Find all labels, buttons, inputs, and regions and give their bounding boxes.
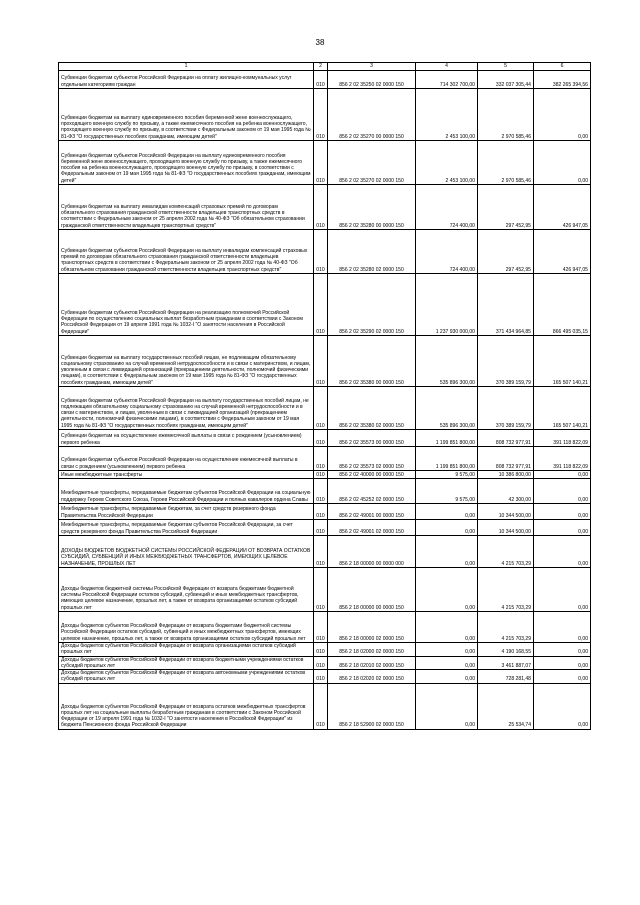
row-remaining-amount: 165 507 140,21 [534, 336, 591, 387]
row-line-code: 010 [314, 89, 328, 141]
row-planned-amount: 535 896 300,00 [416, 336, 478, 387]
row-description: Межбюджетные трансферты, передаваемые бюджетам субъектов Российской Федерации на социальную поддержку Героев Советского Союза, Героев Российской Федерации и полных кавалеров ордена Славы [59, 479, 314, 504]
row-budget-code: 856 2 02 35280 02 0000 150 [328, 230, 416, 274]
row-description: Доходы бюджетов субъектов Российской Федерации от возврата бюджетными учреждениями остатков субсидий прошлых лет [59, 656, 314, 670]
row-executed-amount: 370 389 159,79 [478, 336, 534, 387]
row-executed-amount: 3 461 887,07 [478, 656, 534, 670]
row-planned-amount: 0,00 [416, 612, 478, 643]
row-budget-code: 856 2 02 45252 02 0000 150 [328, 479, 416, 504]
row-description: Субвенции бюджетам на выплату инвалидам компенсаций страховых премий по договорам обязательного страхования гражданской ответственности владельцев транспортных средств в соответствии с Федеральным законом от 25 апреля 2002 года № 40-ФЗ "Об обязательном страховании гражданской ответственности владельцев транспортных средств" [59, 185, 314, 230]
row-planned-amount: 9 575,00 [416, 479, 478, 504]
row-line-code: 010 [314, 274, 328, 336]
table-row [59, 471, 591, 479]
row-line-code: 010 [314, 336, 328, 387]
row-line-code: 010 [314, 656, 328, 670]
row-line-code: 010 [314, 71, 328, 89]
row-line-code: 010 [314, 643, 328, 657]
row-planned-amount: 724 400,00 [416, 230, 478, 274]
row-executed-amount: 371 434 964,85 [478, 274, 534, 336]
row-line-code: 010 [314, 447, 328, 471]
page-number: 38 [315, 38, 325, 47]
row-budget-code: 856 2 02 35380 00 0000 150 [328, 336, 416, 387]
column-header: 5 [478, 63, 534, 71]
row-budget-code: 856 2 18 00000 00 0000 150 [328, 568, 416, 612]
row-line-code: 010 [314, 504, 328, 520]
row-remaining-amount: 0,00 [534, 479, 591, 504]
row-planned-amount: 0,00 [416, 683, 478, 729]
row-description: ДОХОДЫ БЮДЖЕТОВ БЮДЖЕТНОЙ СИСТЕМЫ РОССИЙСКОЙ ФЕДЕРАЦИИ ОТ ВОЗВРАТА ОСТАТКОВ СУБСИДИЙ, СУБВЕНЦИЙ И ИНЫХ МЕЖБЮДЖЕТНЫХ ТРАНСФЕРТОВ, ИМЕЮЩИХ ЦЕЛЕВОЕ НАЗНАЧЕНИЕ, ПРОШЛЫХ ЛЕТ [59, 536, 314, 568]
row-planned-amount: 0,00 [416, 643, 478, 657]
table-row [59, 336, 591, 387]
row-description: Доходы бюджетов субъектов Российской Федерации от возврата остатков межбюджетных трансфертов прошлых лет на социальные выплаты безработным гражданам в соответствии с Законом Российской Федерации от 19 апреля 1991 года № 1032-I "О занятости населения в Российской Федерации" из бюджета Пенсионного фонда Российской Федерации [59, 683, 314, 729]
row-remaining-amount: 0,00 [534, 504, 591, 520]
row-planned-amount: 724 400,00 [416, 185, 478, 230]
row-budget-code: 856 2 18 02010 02 0000 150 [328, 656, 416, 670]
table-row [59, 568, 591, 612]
row-remaining-amount: 165 507 140,21 [534, 387, 591, 430]
row-budget-code: 856 2 18 02020 02 0000 150 [328, 670, 416, 684]
row-budget-code: 856 2 02 40000 00 0000 150 [328, 471, 416, 479]
row-planned-amount: 1 199 851 800,00 [416, 447, 478, 471]
row-description: Доходы бюджетов субъектов Российской Федерации от возврата бюджетами бюджетной системы Российской Федерации остатков субсидий, субвенций и иных межбюджетных трансфертов, имеющих целевое назначение, прошлых лет, а также от возврата организациями остатков субсидий прошлых лет [59, 612, 314, 643]
row-remaining-amount: 0,00 [534, 471, 591, 479]
row-description: Доходы бюджетов субъектов Российской Федерации от возврата автономными учреждениями остатков субсидий прошлых лет [59, 670, 314, 684]
row-planned-amount: 2 453 100,00 [416, 89, 478, 141]
row-remaining-amount: 391 118 822,09 [534, 447, 591, 471]
row-executed-amount: 2 970 585,46 [478, 89, 534, 141]
row-planned-amount: 0,00 [416, 536, 478, 568]
row-remaining-amount: 0,00 [534, 89, 591, 141]
row-planned-amount: 1 237 930 000,00 [416, 274, 478, 336]
row-description: Субвенции бюджетам субъектов Российской Федерации на выплату единовременного пособия беременной жене военнослужащего, проходящего военную службу по призыву, а также ежемесячного пособия на ребенка военнослужащего, проходящего военную службу по призыву, в соответствии с Федеральным законом от 19 мая 1995 года № 81-ФЗ "О государственных пособиях гражданам, имеющим детей" [59, 141, 314, 185]
row-remaining-amount: 0,00 [534, 612, 591, 643]
row-budget-code: 856 2 02 49001 02 0000 150 [328, 520, 416, 536]
row-budget-code: 856 2 02 35250 02 0000 150 [328, 71, 416, 89]
row-budget-code: 856 2 02 35270 02 0000 150 [328, 141, 416, 185]
row-budget-code: 856 2 02 35573 00 0000 150 [328, 430, 416, 447]
row-remaining-amount: 391 118 822,09 [534, 430, 591, 447]
table-row [59, 185, 591, 230]
row-executed-amount: 25 534,74 [478, 683, 534, 729]
row-planned-amount: 1 199 851 800,00 [416, 430, 478, 447]
row-executed-amount: 2 970 585,46 [478, 141, 534, 185]
row-description: Субвенции бюджетам субъектов Российской Федерации на оплату жилищно-коммунальных услуг отдельным категориям граждан [59, 71, 314, 89]
table-row [59, 612, 591, 643]
row-planned-amount: 0,00 [416, 656, 478, 670]
row-description: Межбюджетные трансферты, передаваемые бюджетам, за счет средств резервного фонда Правительства Российской Федерации [59, 504, 314, 520]
row-budget-code: 856 2 02 35573 02 0000 150 [328, 447, 416, 471]
row-remaining-amount: 382 265 394,56 [534, 71, 591, 89]
table-row [59, 447, 591, 471]
column-header: 1 [59, 63, 314, 71]
row-remaining-amount: 0,00 [534, 536, 591, 568]
row-remaining-amount: 426 947,05 [534, 230, 591, 274]
table-row [59, 656, 591, 670]
row-remaining-amount: 0,00 [534, 568, 591, 612]
row-remaining-amount: 0,00 [534, 520, 591, 536]
row-budget-code: 856 2 02 49001 00 0000 150 [328, 504, 416, 520]
row-executed-amount: 808 732 977,91 [478, 430, 534, 447]
row-executed-amount: 808 732 977,91 [478, 447, 534, 471]
row-line-code: 010 [314, 612, 328, 643]
row-remaining-amount: 0,00 [534, 656, 591, 670]
row-line-code: 010 [314, 387, 328, 430]
row-executed-amount: 4 215 703,29 [478, 612, 534, 643]
column-header: 3 [328, 63, 416, 71]
column-header: 6 [534, 63, 591, 71]
table-row [59, 430, 591, 447]
row-executed-amount: 10 344 500,00 [478, 520, 534, 536]
table-row [59, 479, 591, 504]
row-executed-amount: 4 190 168,55 [478, 643, 534, 657]
row-budget-code: 856 2 18 52900 02 0000 150 [328, 683, 416, 729]
row-description: Доходы бюджетов субъектов Российской Федерации от возврата организациями остатков субсидий прошлых лет [59, 643, 314, 657]
table-row [59, 643, 591, 657]
row-description: Субвенции бюджетам субъектов Российской Федерации на реализацию полномочий Российской Федерации по осуществлению социальных выплат безработным гражданам в соответствии с Законом Российской Федерации от 19 апреля 1991 года № 1032-I "О занятости населения в Российской Федерации" [59, 274, 314, 336]
row-remaining-amount: 426 947,05 [534, 185, 591, 230]
row-remaining-amount: 0,00 [534, 683, 591, 729]
row-description: Иные межбюджетные трансферты [59, 471, 314, 479]
table-row [59, 89, 591, 141]
row-planned-amount: 535 896 300,00 [416, 387, 478, 430]
row-executed-amount: 4 215 703,29 [478, 568, 534, 612]
row-remaining-amount: 866 495 035,15 [534, 274, 591, 336]
row-budget-code: 856 2 02 35290 02 0000 150 [328, 274, 416, 336]
row-remaining-amount: 0,00 [534, 141, 591, 185]
row-line-code: 010 [314, 479, 328, 504]
row-line-code: 010 [314, 185, 328, 230]
income-table [58, 62, 591, 730]
row-executed-amount: 10 386 800,00 [478, 471, 534, 479]
row-description: Субвенции бюджетам субъектов Российской Федерации на осуществление ежемесячной выплаты в связи с рождением (усыновлением) первого ребенка [59, 447, 314, 471]
row-executed-amount: 10 344 500,00 [478, 504, 534, 520]
table-row [59, 274, 591, 336]
row-line-code: 010 [314, 141, 328, 185]
row-planned-amount: 714 302 700,00 [416, 71, 478, 89]
row-line-code: 010 [314, 230, 328, 274]
table-row [59, 670, 591, 684]
row-description: Субвенции бюджетам на выплату государственных пособий лицам, не подлежащим обязательному социальному страхованию на случай временной нетрудоспособности и в связи с материнством, и лицам, уволенным в связи с ликвидацией организаций (прекращением деятельности, полномочий физическими лицами), в соответствии с Федеральным законом от 19 мая 1995 года № 81-ФЗ "О государственных пособиях гражданам, имеющим детей" [59, 336, 314, 387]
table-row [59, 520, 591, 536]
row-description: Субвенции бюджетам субъектов Российской Федерации на выплату инвалидам компенсаций страховых премий по договорам обязательного страхования гражданской ответственности владельцев транспортных средств в соответствии с Федеральным законом от 25 апреля 2002 года № 40-ФЗ "Об обязательном страховании гражданской ответственности владельцев транспортных средств" [59, 230, 314, 274]
row-remaining-amount: 0,00 [534, 643, 591, 657]
table-row [59, 536, 591, 568]
row-budget-code: 856 2 02 35380 02 0000 150 [328, 387, 416, 430]
table-row [59, 71, 591, 89]
row-planned-amount: 2 453 100,00 [416, 141, 478, 185]
row-executed-amount: 4 215 703,29 [478, 536, 534, 568]
row-planned-amount: 9 575,00 [416, 471, 478, 479]
column-header: 4 [416, 63, 478, 71]
row-line-code: 010 [314, 536, 328, 568]
row-line-code: 010 [314, 430, 328, 447]
table-row [59, 504, 591, 520]
table-row [59, 387, 591, 430]
row-budget-code: 856 2 02 35270 00 0000 150 [328, 89, 416, 141]
table-row [59, 683, 591, 729]
row-description: Доходы бюджетов бюджетной системы Российской Федерации от возврата бюджетами бюджетной системы Российской Федерации остатков субсидий, субвенций и иных межбюджетных трансфертов, имеющих целевое назначение, прошлых лет, а также от возврата организациями остатков субсидий прошлых лет [59, 568, 314, 612]
row-planned-amount: 0,00 [416, 670, 478, 684]
row-executed-amount: 332 037 305,44 [478, 71, 534, 89]
row-planned-amount: 0,00 [416, 568, 478, 612]
table-row [59, 230, 591, 274]
row-budget-code: 856 2 18 00000 02 0000 150 [328, 612, 416, 643]
table-row [59, 141, 591, 185]
row-line-code: 010 [314, 520, 328, 536]
header-row [59, 63, 591, 71]
row-executed-amount: 728 281,48 [478, 670, 534, 684]
row-planned-amount: 0,00 [416, 520, 478, 536]
row-budget-code: 856 2 18 02000 02 0000 150 [328, 643, 416, 657]
row-executed-amount: 297 452,95 [478, 230, 534, 274]
row-executed-amount: 370 389 159,79 [478, 387, 534, 430]
row-line-code: 010 [314, 568, 328, 612]
row-remaining-amount: 0,00 [534, 670, 591, 684]
row-line-code: 010 [314, 471, 328, 479]
row-description: Межбюджетные трансферты, передаваемые бюджетам субъектов Российской Федерации, за счет средств резервного фонда Правительства Российской Федерации [59, 520, 314, 536]
column-header: 2 [314, 63, 328, 71]
row-budget-code: 856 2 18 00000 00 0000 000 [328, 536, 416, 568]
row-description: Субвенции бюджетам на осуществление ежемесячной выплаты в связи с рождением (усыновлением) первого ребенка [59, 430, 314, 447]
row-executed-amount: 42 300,00 [478, 479, 534, 504]
row-budget-code: 856 2 02 35280 00 0000 150 [328, 185, 416, 230]
row-line-code: 010 [314, 683, 328, 729]
row-planned-amount: 0,00 [416, 504, 478, 520]
row-description: Субвенции бюджетам субъектов Российской Федерации на выплату государственных пособий лицам, не подлежащим обязательному социальному страхованию на случай временной нетрудоспособности и в связи с материнством, и лицам, уволенным в связи с ликвидацией организаций (прекращением деятельности, полномочий физическими лицами), в соответствии с Федеральным законом от 19 мая 1995 года № 81-ФЗ "О государственных пособиях гражданам, имеющим детей" [59, 387, 314, 430]
row-description: Субвенции бюджетам на выплату единовременного пособия беременной жене военнослужащего, проходящего военную службу по призыву, а также ежемесячного пособия на ребенка военнослужащего, проходящего военную службу по призыву, в соответствии с Федеральным законом от 19 мая 1995 года № 81-ФЗ "О государственных пособиях гражданам, имеющим детей" [59, 89, 314, 141]
row-executed-amount: 297 452,95 [478, 185, 534, 230]
row-line-code: 010 [314, 670, 328, 684]
